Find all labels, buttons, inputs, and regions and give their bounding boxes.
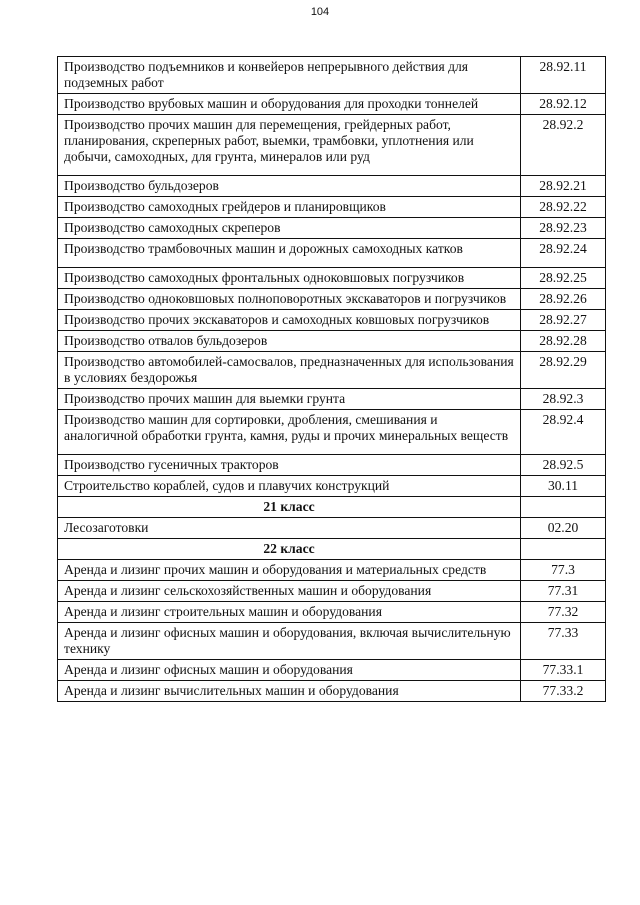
description-text: Производство трамбовочных машин и дорожных самоходных катков <box>64 241 463 256</box>
table-row <box>58 560 606 581</box>
row-description: Аренда и лизинг вычислительных машин и оборудования <box>58 681 521 702</box>
row-description: Производство подъемников и конвейеров непрерывного действия для подземных работ <box>58 57 521 94</box>
row-description: Производство самоходных скреперов <box>58 218 521 239</box>
row-code: 28.92.26 <box>521 289 606 310</box>
table-row <box>58 389 606 410</box>
page-number: 104 <box>310 6 330 18</box>
row-code: 77.33 <box>521 623 606 660</box>
row-description: Производство прочих экскаваторов и самоходных ковшовых погрузчиков <box>58 310 521 331</box>
row-code: 28.92.21 <box>521 176 606 197</box>
table-row <box>58 476 606 497</box>
class-heading: 21 класс <box>58 497 521 518</box>
class-heading-row <box>58 497 606 518</box>
table-row <box>58 602 606 623</box>
row-description: Производство бульдозеров <box>58 176 521 197</box>
row-description: Строительство кораблей, судов и плавучих конструкций <box>58 476 521 497</box>
row-description: Аренда и лизинг сельскохозяйственных машин и оборудования <box>58 581 521 602</box>
row-description: Производство врубовых машин и оборудования для проходки тоннелей <box>58 94 521 115</box>
row-description: Аренда и лизинг строительных машин и оборудования <box>58 602 521 623</box>
row-code: 28.92.12 <box>521 94 606 115</box>
row-description: Производство гусеничных тракторов <box>58 455 521 476</box>
row-code: 28.92.4 <box>521 410 606 455</box>
class-heading-row <box>58 539 606 560</box>
row-code: 28.92.29 <box>521 352 606 389</box>
row-code: 28.92.28 <box>521 331 606 352</box>
table-row <box>58 623 606 660</box>
row-code: 77.33.2 <box>521 681 606 702</box>
table-row <box>58 581 606 602</box>
row-code: 30.11 <box>521 476 606 497</box>
table-row <box>58 218 606 239</box>
row-description: Производство отвалов бульдозеров <box>58 331 521 352</box>
row-code <box>521 539 606 560</box>
row-code: 77.33.1 <box>521 660 606 681</box>
row-description <box>58 239 521 268</box>
table-row <box>58 310 606 331</box>
row-description: Производство самоходных грейдеров и планировщиков <box>58 197 521 218</box>
row-code: 02.20 <box>521 518 606 539</box>
row-description: Аренда и лизинг прочих машин и оборудования и материальных средств <box>58 560 521 581</box>
table-row <box>58 57 606 94</box>
description-text: Производство прочих машин для перемещения, грейдерных работ, планирования, скреперных работ, выемки, трамбовки, уплотнения или добычи, самоходных, для грунта, минералов или руд <box>64 117 474 164</box>
row-code: 28.92.22 <box>521 197 606 218</box>
row-description: Лесозаготовки <box>58 518 521 539</box>
row-code: 28.92.2 <box>521 115 606 176</box>
row-code: 28.92.25 <box>521 268 606 289</box>
table-row <box>58 455 606 476</box>
row-code: 28.92.3 <box>521 389 606 410</box>
class-heading: 22 класс <box>58 539 521 560</box>
table-row <box>58 239 606 268</box>
table-row <box>58 176 606 197</box>
table-row <box>58 268 606 289</box>
row-code: 77.32 <box>521 602 606 623</box>
row-code <box>521 497 606 518</box>
table-row <box>58 681 606 702</box>
row-description: Аренда и лизинг офисных машин и оборудования <box>58 660 521 681</box>
row-description <box>58 115 521 176</box>
table-row <box>58 289 606 310</box>
row-description: Производство самоходных фронтальных одноковшовых погрузчиков <box>58 268 521 289</box>
table-row <box>58 410 606 455</box>
table-row <box>58 352 606 389</box>
row-description <box>58 410 521 455</box>
table-row <box>58 197 606 218</box>
table-row <box>58 331 606 352</box>
row-code: 28.92.11 <box>521 57 606 94</box>
row-code: 28.92.5 <box>521 455 606 476</box>
row-code: 77.31 <box>521 581 606 602</box>
row-description: Аренда и лизинг офисных машин и оборудования, включая вычислительную технику <box>58 623 521 660</box>
description-text: Производство машин для сортировки, дробления, смешивания и аналогичной обработки грунта, камня, руды и прочих минеральных веществ <box>64 412 509 443</box>
row-code: 77.3 <box>521 560 606 581</box>
classifier-table <box>57 56 606 702</box>
row-code: 28.92.23 <box>521 218 606 239</box>
row-description: Производство прочих машин для выемки грунта <box>58 389 521 410</box>
table-row <box>58 115 606 176</box>
row-code: 28.92.24 <box>521 239 606 268</box>
table-row <box>58 94 606 115</box>
table-row <box>58 518 606 539</box>
row-description: Производство одноковшовых полноповоротных экскаваторов и погрузчиков <box>58 289 521 310</box>
table-row <box>58 660 606 681</box>
row-description: Производство автомобилей-самосвалов, предназначенных для использования в условиях бездорожья <box>58 352 521 389</box>
row-code: 28.92.27 <box>521 310 606 331</box>
